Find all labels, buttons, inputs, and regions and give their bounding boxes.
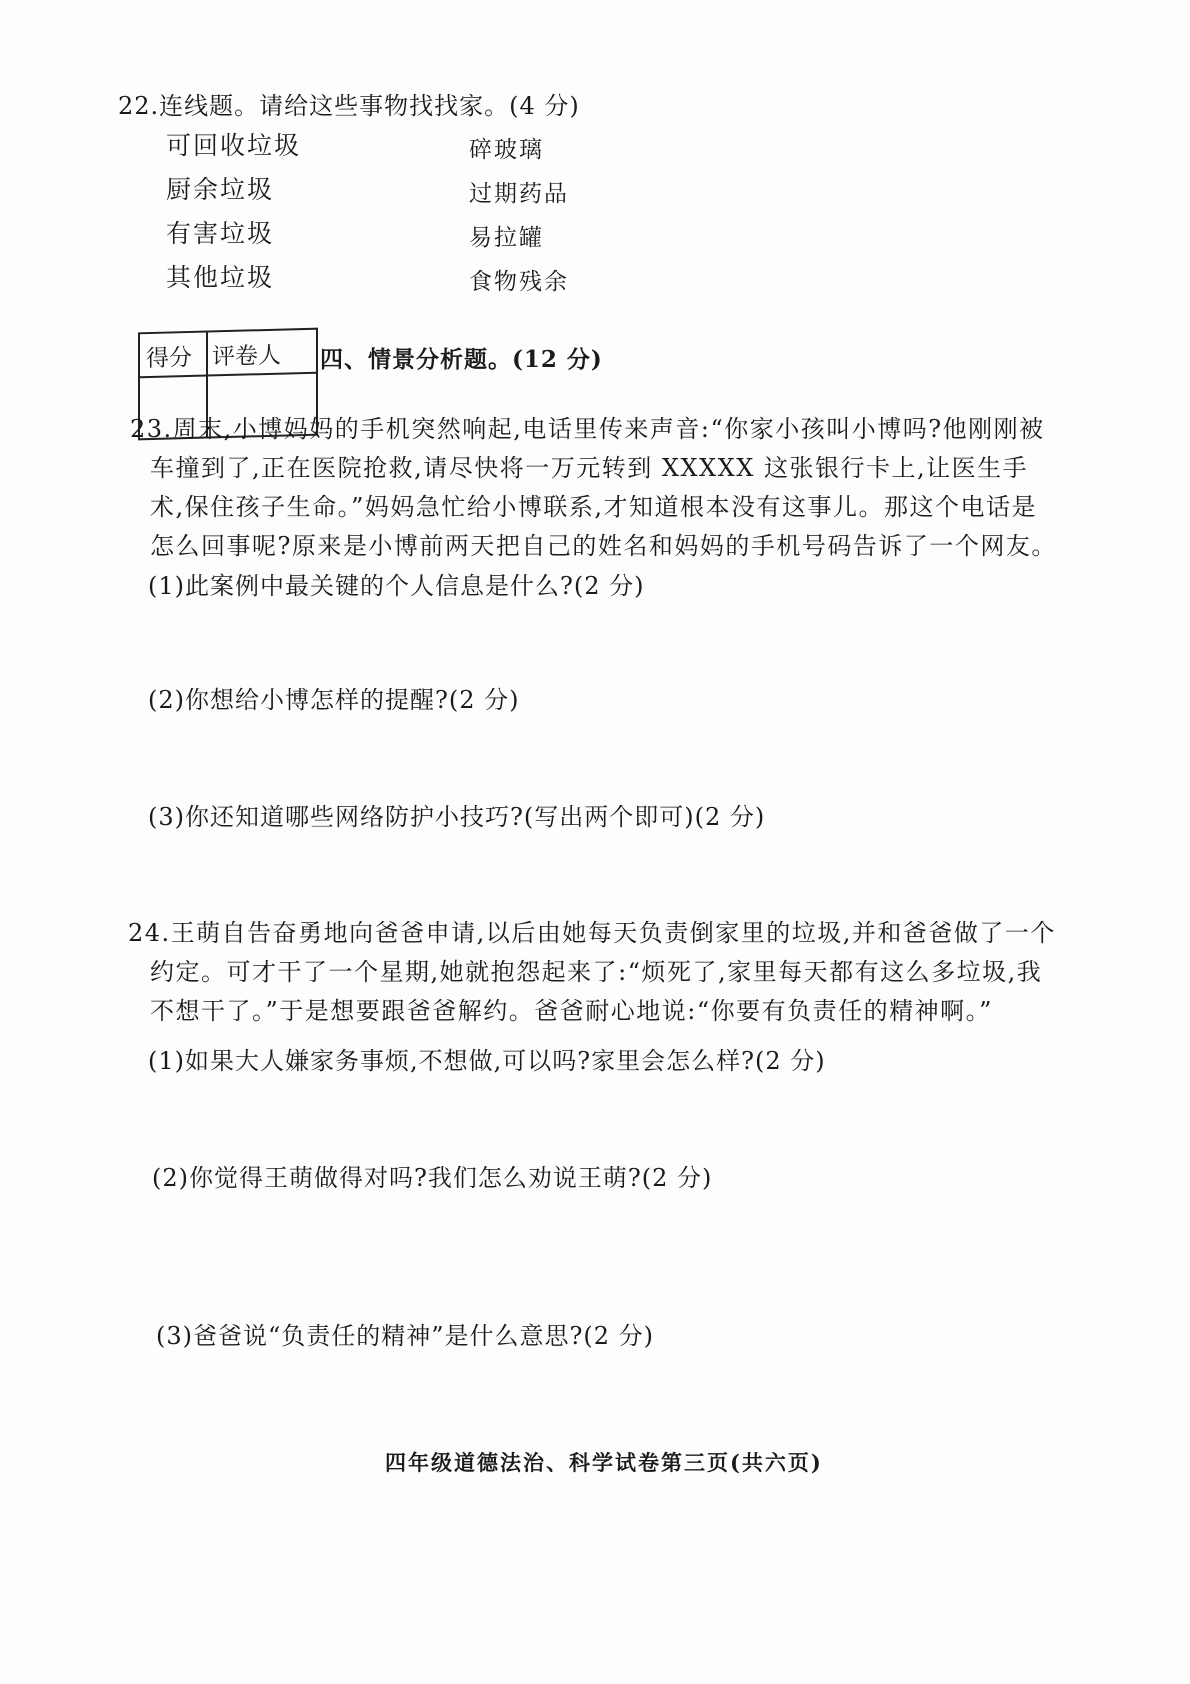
q22-right-item: 过期药品 <box>469 181 569 207</box>
q24-sub1: (1)如果大人嫌家务事烦,不想做,可以吗?家里会怎么样?(2 分) <box>148 1047 826 1075</box>
q23-line: 怎么回事呢?原来是小博前两天把自己的姓名和妈妈的手机号码告诉了一个网友。 <box>150 532 1057 560</box>
page-footer: 四年级道德法治、科学试卷第三页(共六页) <box>385 1450 823 1475</box>
q22-left-item: 有害垃圾 <box>166 219 275 248</box>
q24-sub2: (2)你觉得王萌做得对吗?我们怎么劝说王萌?(2 分) <box>152 1164 713 1192</box>
q22-right-item: 食物残余 <box>469 269 569 295</box>
q24-line: 24.王萌自告奋勇地向爸爸申请,以后由她每天负责倒家里的垃圾,并和爸爸做了一个 <box>128 919 1056 947</box>
q23-answer2-area[interactable] <box>148 720 1048 790</box>
q22-left-item: 其他垃圾 <box>166 263 275 292</box>
q24-body <box>128 914 1056 1031</box>
q24-line: 约定。可才干了一个星期,她就抱怨起来了:“烦死了,家里每天都有这么多垃圾,我 <box>150 958 1043 986</box>
q24-answer2-area[interactable] <box>152 1198 1052 1298</box>
q23-line: 车撞到了,正在医院抢救,请尽快将一万元转到 XXXXX 这张银行卡上,让医生手 <box>150 454 1029 482</box>
q23-line: 23.周末,小博妈妈的手机突然响起,电话里传来声音:“你家小孩叫小博吗?他刚刚被 <box>130 415 1045 443</box>
q22-left-item: 厨余垃圾 <box>166 175 275 204</box>
q22-title: 22.连线题。请给这些事物找找家。(4 分) <box>118 92 580 120</box>
q23-answer3-area[interactable] <box>148 837 1048 907</box>
q22-left-item: 可回收垃圾 <box>166 131 302 160</box>
grader-label: 评卷人 <box>212 342 281 371</box>
q23-answer1-area[interactable] <box>148 606 1048 676</box>
q23-sub2: (2)你想给小博怎样的提醒?(2 分) <box>148 686 520 714</box>
section-title: 四、情景分析题。(12 分) <box>320 346 603 373</box>
q23-sub1: (1)此案例中最关键的个人信息是什么?(2 分) <box>148 572 645 600</box>
q22-right-item: 易拉罐 <box>469 225 544 251</box>
q24-line: 不想干了。”于是想要跟爸爸解约。爸爸耐心地说:“你要有负责任的精神啊。” <box>150 997 993 1025</box>
q23-sub3: (3)你还知道哪些网络防护小技巧?(写出两个即可)(2 分) <box>148 803 766 831</box>
q23-body <box>130 410 1057 566</box>
q22-right-item: 碎玻璃 <box>469 137 544 163</box>
q24-answer1-area[interactable] <box>148 1081 1048 1151</box>
q24-sub3: (3)爸爸说“负责任的精神”是什么意思?(2 分) <box>156 1322 655 1350</box>
q23-line: 术,保住孩子生命。”妈妈急忙给小博联系,才知道根本没有这事儿。那这个电话是 <box>150 493 1038 521</box>
score-label: 得分 <box>146 344 192 373</box>
q24-answer3-area[interactable] <box>156 1356 1056 1436</box>
